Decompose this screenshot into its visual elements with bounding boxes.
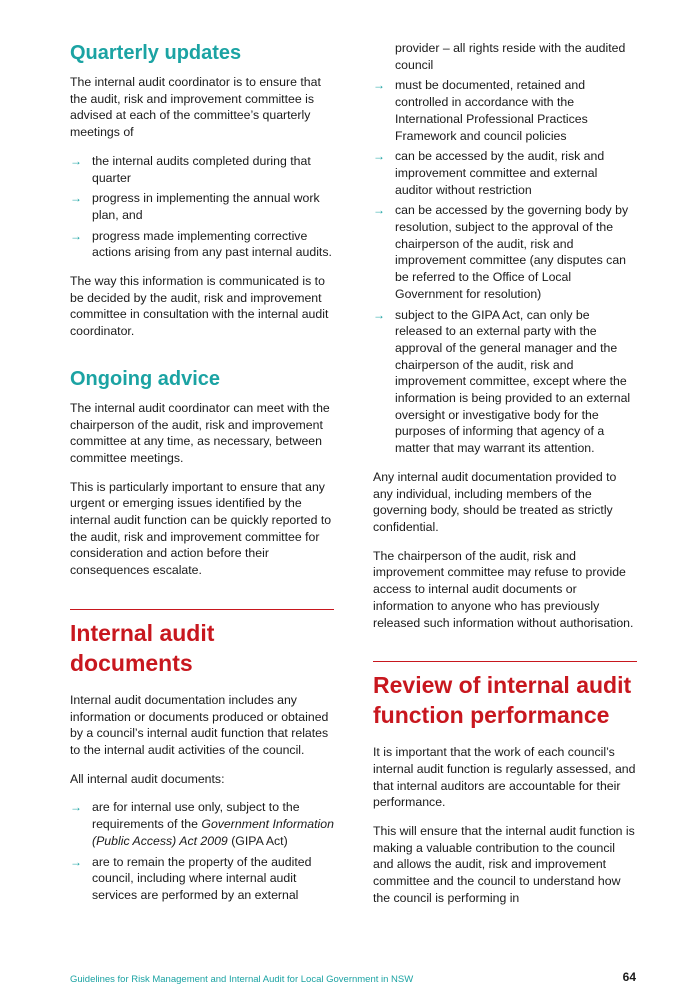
arrow-right-icon: →	[70, 854, 82, 869]
documents-list	[70, 799, 334, 903]
ongoing-p2: This is particularly important to ensure that any urgent or emerging issues identified by the internal audit function can be quickly reported to the audit, risk and improvement committee for consideration and action before their consequences escalate.	[70, 479, 332, 578]
quarterly-updates-heading: Quarterly updates	[70, 42, 242, 64]
left-column	[70, 40, 334, 916]
section-divider	[373, 661, 637, 662]
quarterly-closing: The way this information is communicated is to be decided by the audit, risk and improvement committee in consultation with the internal audit coordinator.	[70, 274, 329, 339]
arrow-right-icon: →	[373, 78, 385, 93]
arrow-right-icon: →	[70, 800, 82, 815]
list-item: → are for internal use only, subject to the requirements of the Government Information (Public Access) Act 2009 (GIPA Act)	[70, 800, 334, 848]
list-item: → can be accessed by the audit, risk and improvement committee and external auditor without restriction	[373, 149, 605, 197]
confidential-paragraph: Any internal audit documentation provided to any individual, including members of the governing body, should be treated as strictly confidential.	[373, 469, 617, 534]
documents-p2: All internal audit documents:	[70, 771, 225, 786]
list-item: → are to remain the property of the audited council, including where internal audit services are performed by an external	[70, 854, 312, 902]
page-number: 64	[622, 970, 636, 984]
documents-p1: Internal audit documentation includes any information or documents produced or obtained by a council’s internal audit function that relates to the internal audit activities of the council.	[70, 692, 329, 757]
review-performance-heading: Review of internal audit function performance	[373, 672, 632, 729]
arrow-right-icon: →	[373, 203, 385, 218]
arrow-right-icon: →	[373, 307, 385, 322]
arrow-right-icon: →	[70, 191, 82, 206]
arrow-right-icon: →	[373, 149, 385, 164]
ongoing-p1: The internal audit coordinator can meet with the chairperson of the audit, risk and improvement committee at any time, as necessary, between committee meetings.	[70, 400, 330, 465]
list-item: → progress in implementing the annual work plan, and	[70, 191, 320, 222]
list-item: → subject to the GIPA Act, can only be released to an external party with the approval of the general manager and the chairperson of the audit, risk and improvement committee, except where the information is being provided to an external oversight or investigative body for the purposes of informing that agency of a matter that may warrant its attention.	[373, 307, 631, 456]
review-p1: It is important that the work of each council’s internal audit function is regularly assessed, and that internal auditors are accountable for their performance.	[373, 745, 636, 810]
section-divider	[70, 609, 334, 610]
internal-audit-documents-heading: Internal audit documents	[70, 619, 215, 676]
gipa-act-title: Government Information (Public Access) Act 2009	[92, 817, 334, 848]
quarterly-intro: The internal audit coordinator is to ensure that the audit, risk and improvement committee is advised at each of the committee’s quarterly meetings of	[70, 75, 321, 140]
ongoing-advice-heading: Ongoing advice	[70, 367, 221, 390]
arrow-right-icon: →	[70, 228, 82, 243]
list-item-continued: provider – all rights reside with the audited council	[395, 41, 626, 72]
list-item: → must be documented, retained and controlled in accordance with the International Professional Practices Framework and council policies	[373, 78, 588, 143]
arrow-right-icon: →	[70, 153, 82, 168]
quarterly-list	[70, 153, 334, 261]
documents-list-continued	[373, 40, 637, 457]
refuse-access-paragraph: The chairperson of the audit, risk and improvement committee may refuse to provide access to internal audit documents or information to anyone who has previously released such information without authorisation.	[373, 548, 634, 630]
list-item: → can be accessed by the governing body by resolution, subject to the approval of the chairperson of the audit, risk and improvement committee (any disputes can be referred to the Office of Local Government for resolution)	[373, 203, 629, 301]
footer-title: Guidelines for Risk Management and Internal Audit for Local Government in NSW	[70, 974, 414, 985]
review-p2: This will ensure that the internal audit function is making a valuable contribution to the council and allows the audit, risk and improvement committee and the council to understand how the council is performing in	[373, 824, 635, 905]
list-item: → the internal audits completed during that quarter	[70, 153, 311, 185]
right-column	[373, 40, 637, 919]
list-item: → progress made implementing corrective actions arising from any past internal audits.	[70, 228, 332, 260]
